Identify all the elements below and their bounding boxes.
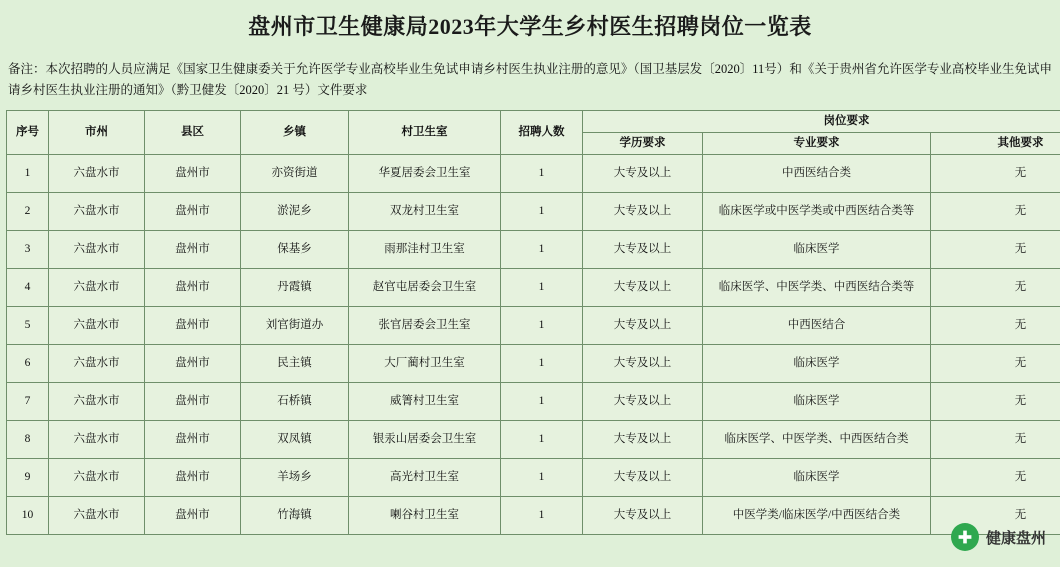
table-row (7, 154, 1060, 192)
cell-city: 六盘水市 (49, 192, 145, 230)
cell-county: 盘州市 (145, 458, 241, 496)
cell-major: 临床医学或中医学类或中西医结合类等 (703, 192, 931, 230)
cell-county: 盘州市 (145, 192, 241, 230)
header-other: 其他要求 (931, 132, 1060, 154)
table-header-row-1 (7, 110, 1060, 132)
page-title: 盘州市卫生健康局2023年大学生乡村医生招聘岗位一览表 (248, 14, 812, 39)
cell-num: 1 (501, 344, 583, 382)
cell-num: 1 (501, 306, 583, 344)
cell-town: 淤泥乡 (241, 192, 349, 230)
cell-edu: 大专及以上 (583, 306, 703, 344)
recruitment-table (6, 110, 1060, 535)
cell-num: 1 (501, 458, 583, 496)
header-clinic: 村卫生室 (349, 110, 501, 154)
header-edu: 学历要求 (583, 132, 703, 154)
cell-major: 临床医学、中医学类、中西医结合类 (703, 420, 931, 458)
cell-major: 临床医学 (703, 458, 931, 496)
cell-clinic: 大厂蔺村卫生室 (349, 344, 501, 382)
cell-other: 无 (931, 230, 1060, 268)
cell-clinic: 银汞山居委会卫生室 (349, 420, 501, 458)
cell-num: 1 (501, 382, 583, 420)
cell-city: 六盘水市 (49, 230, 145, 268)
cell-seq: 3 (7, 230, 49, 268)
header-city: 市州 (49, 110, 145, 154)
cell-edu: 大专及以上 (583, 496, 703, 534)
cell-town: 丹霞镇 (241, 268, 349, 306)
cell-other: 无 (931, 306, 1060, 344)
cell-county: 盘州市 (145, 496, 241, 534)
cell-seq: 8 (7, 420, 49, 458)
cell-county: 盘州市 (145, 420, 241, 458)
cell-clinic: 高光村卫生室 (349, 458, 501, 496)
cell-edu: 大专及以上 (583, 458, 703, 496)
cell-town: 刘官街道办 (241, 306, 349, 344)
cell-major: 临床医学 (703, 344, 931, 382)
cell-clinic: 双龙村卫生室 (349, 192, 501, 230)
cell-city: 六盘水市 (49, 268, 145, 306)
cell-seq: 10 (7, 496, 49, 534)
cell-major: 临床医学 (703, 230, 931, 268)
cell-county: 盘州市 (145, 344, 241, 382)
cell-seq: 4 (7, 268, 49, 306)
cell-seq: 6 (7, 344, 49, 382)
cell-city: 六盘水市 (49, 420, 145, 458)
cell-other: 无 (931, 458, 1060, 496)
cell-city: 六盘水市 (49, 154, 145, 192)
cell-county: 盘州市 (145, 230, 241, 268)
table-row (7, 268, 1060, 306)
header-requirements-group: 岗位要求 (583, 110, 1060, 132)
table-container (0, 110, 1060, 535)
cell-county: 盘州市 (145, 382, 241, 420)
cell-num: 1 (501, 420, 583, 458)
cell-edu: 大专及以上 (583, 344, 703, 382)
cell-other: 无 (931, 344, 1060, 382)
cell-num: 1 (501, 230, 583, 268)
cell-city: 六盘水市 (49, 496, 145, 534)
cell-edu: 大专及以上 (583, 154, 703, 192)
cell-num: 1 (501, 496, 583, 534)
cell-county: 盘州市 (145, 154, 241, 192)
publisher-badge (951, 523, 1046, 551)
table-row (7, 230, 1060, 268)
cell-clinic: 张官居委会卫生室 (349, 306, 501, 344)
header-seq: 序号 (7, 110, 49, 154)
cell-city: 六盘水市 (49, 306, 145, 344)
table-body (7, 154, 1060, 534)
cell-city: 六盘水市 (49, 458, 145, 496)
cell-other: 无 (931, 382, 1060, 420)
cell-other: 无 (931, 154, 1060, 192)
cell-clinic: 雨那洼村卫生室 (349, 230, 501, 268)
table-row (7, 192, 1060, 230)
cell-clinic: 赵官屯居委会卫生室 (349, 268, 501, 306)
cell-other: 无 (931, 420, 1060, 458)
cell-other: 无 (931, 268, 1060, 306)
cell-town: 双凤镇 (241, 420, 349, 458)
cell-town: 石桥镇 (241, 382, 349, 420)
cell-major: 中医学类/临床医学/中西医结合类 (703, 496, 931, 534)
cell-num: 1 (501, 268, 583, 306)
cell-town: 亦资街道 (241, 154, 349, 192)
table-row (7, 420, 1060, 458)
cell-seq: 1 (7, 154, 49, 192)
cell-city: 六盘水市 (49, 344, 145, 382)
cell-town: 竹海镇 (241, 496, 349, 534)
cell-seq: 9 (7, 458, 49, 496)
cell-edu: 大专及以上 (583, 192, 703, 230)
table-row (7, 382, 1060, 420)
cell-county: 盘州市 (145, 268, 241, 306)
header-num: 招聘人数 (501, 110, 583, 154)
cell-town: 保基乡 (241, 230, 349, 268)
health-cross-icon (951, 523, 979, 551)
cell-county: 盘州市 (145, 306, 241, 344)
publisher-name: 健康盘州 (985, 529, 1046, 547)
cell-clinic: 威箐村卫生室 (349, 382, 501, 420)
header-major: 专业要求 (703, 132, 931, 154)
cell-edu: 大专及以上 (583, 420, 703, 458)
note-text: 备注：本次招聘的人员应满足《国家卫生健康委关于允许医学专业高校毕业生免试申请乡村医生执业注册的意见》（国卫基层发〔2020〕11号）和《关于贵州省允许医学专业高校毕业生免试申请乡村医生执业注册的通知》（黔卫健发〔2020〕21 号）文件要求 (8, 62, 1052, 98)
table-row (7, 496, 1060, 534)
header-county: 县区 (145, 110, 241, 154)
cell-town: 民主镇 (241, 344, 349, 382)
table-row (7, 344, 1060, 382)
cell-num: 1 (501, 192, 583, 230)
cell-edu: 大专及以上 (583, 230, 703, 268)
header-town: 乡镇 (241, 110, 349, 154)
cell-seq: 5 (7, 306, 49, 344)
cell-other: 无 (931, 496, 1060, 534)
cell-edu: 大专及以上 (583, 382, 703, 420)
cell-seq: 7 (7, 382, 49, 420)
table-row (7, 306, 1060, 344)
cell-town: 羊场乡 (241, 458, 349, 496)
table-header (7, 110, 1060, 154)
cell-major: 临床医学 (703, 382, 931, 420)
title-bar (0, 0, 1060, 55)
cell-clinic: 喇谷村卫生室 (349, 496, 501, 534)
cell-num: 1 (501, 154, 583, 192)
table-row (7, 458, 1060, 496)
cell-city: 六盘水市 (49, 382, 145, 420)
cell-seq: 2 (7, 192, 49, 230)
cell-other: 无 (931, 192, 1060, 230)
cell-major: 临床医学、中医学类、中西医结合类等 (703, 268, 931, 306)
cell-edu: 大专及以上 (583, 268, 703, 306)
cell-major: 中西医结合类 (703, 154, 931, 192)
cell-major: 中西医结合 (703, 306, 931, 344)
cell-clinic: 华夏居委会卫生室 (349, 154, 501, 192)
